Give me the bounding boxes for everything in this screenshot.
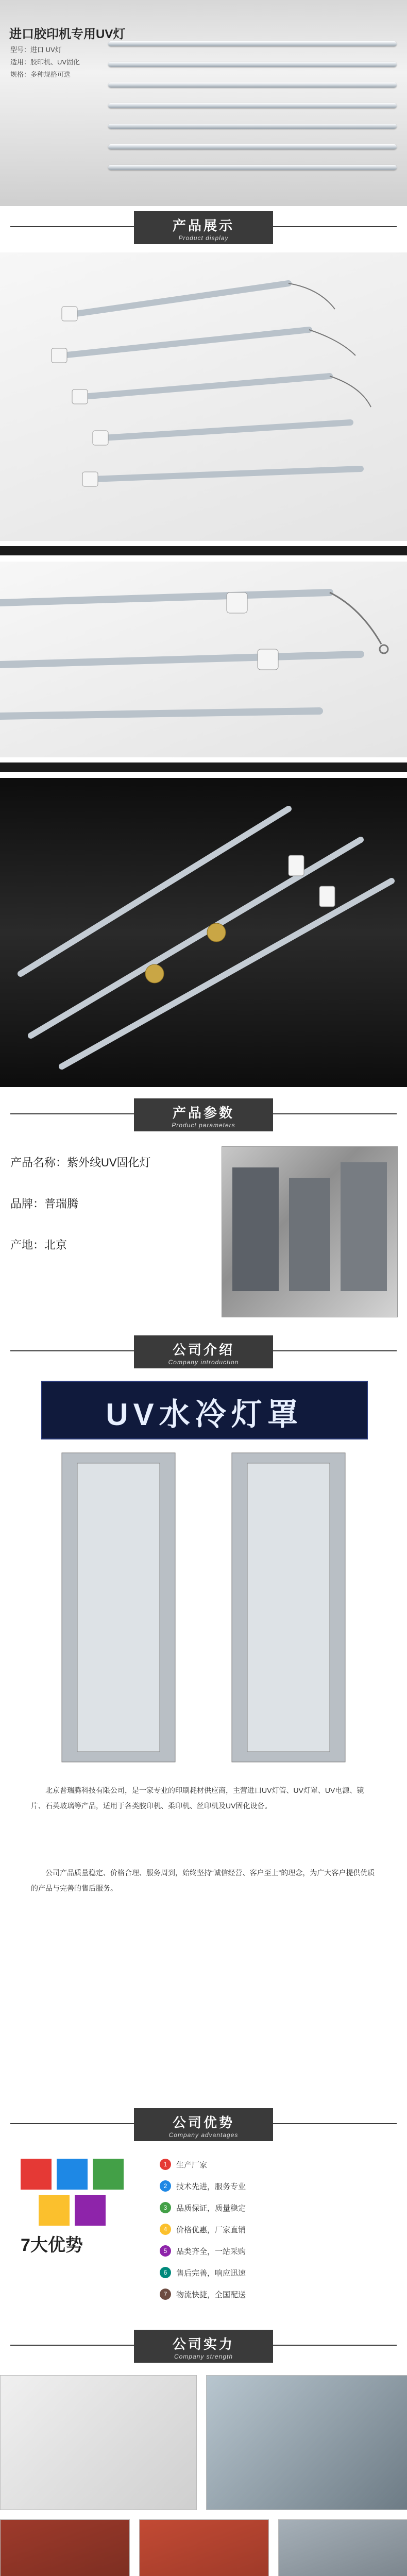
lamp-housing-photo: [41, 1443, 366, 1772]
section-title: 产品参数: [172, 1105, 234, 1121]
printing-machine-photo: [222, 1146, 398, 1317]
advantage-list: [160, 2154, 376, 2305]
uv-banner-text: UV水冷灯罩: [106, 1397, 303, 1432]
uv-lamp-image: [108, 165, 397, 170]
section-title: 公司介绍: [172, 1342, 234, 1358]
section-header-product-display: [0, 210, 407, 246]
section-title: 公司实力: [172, 2336, 234, 2352]
uv-lamp-image: [108, 41, 397, 46]
section-header-product-params: [0, 1097, 407, 1133]
product-stock-photo: [0, 2519, 130, 2576]
uv-lamp-image: [108, 82, 397, 88]
product-photo: [0, 562, 407, 757]
param-row: 品牌：普瑞腾: [10, 1197, 79, 1210]
warehouse-photo: [0, 2375, 197, 2510]
product-photo: [0, 778, 407, 1087]
section-header-company-intro: [0, 1334, 407, 1370]
logo-text: 7大优势: [21, 2235, 83, 2255]
section-title: 产品展示: [172, 218, 234, 233]
uv-lamp-photo: [0, 252, 407, 541]
advantage-item: 3 品质保证，质量稳定: [160, 2197, 376, 2218]
product-photo: [0, 252, 407, 541]
uv-banner: [41, 1381, 368, 1439]
section-subtitle: Company strength: [174, 2353, 233, 2360]
hero-spec: 适用：胶印机、UV固化: [10, 58, 80, 66]
company-intro-paragraph: 北京普瑞腾科技有限公司，是一家专业的印刷耗材供应商，主营进口UV灯管、UV灯罩、UV电源、镜片、石英玻璃等产品，适用于各类胶印机、柔印机、丝印机及UV固化设备。: [31, 1786, 364, 1810]
advantage-item: 6 售后完善，响应迅速: [160, 2262, 376, 2283]
uv-lamp-image: [108, 124, 397, 129]
section-header-company-strength: [0, 2329, 407, 2365]
advantage-item: 2 技术先进，服务专业: [160, 2175, 376, 2197]
uv-lamp-image: [108, 144, 397, 149]
advantage-item: 7 物流快捷，全国配送: [160, 2283, 376, 2305]
section-subtitle: Company advantages: [168, 2131, 239, 2139]
uv-lamp-image: [108, 62, 397, 67]
hero-section: [0, 0, 407, 206]
section-header-company-advantage: [0, 2107, 407, 2143]
param-row: 产地：北京: [10, 1239, 67, 1251]
product-stock-photo: [278, 2519, 407, 2576]
section-subtitle: Product display: [178, 234, 229, 242]
divider-band: [0, 546, 407, 555]
company-intro-paragraph: 公司产品质量稳定、价格合理、服务周到，始终坚持“诚信经营、客户至上”的理念，为广大客户提供优质的产品与完善的售后服务。: [31, 1869, 375, 1892]
advantage-item: 4 价格优惠，厂家直销: [160, 2218, 376, 2240]
seven-advantages-logo: [21, 2154, 139, 2257]
section-subtitle: Company introduction: [168, 1359, 239, 1366]
advantage-item: 5 品类齐全，一站采购: [160, 2240, 376, 2262]
uv-lamp-photo: [0, 778, 407, 1087]
hero-spec: 规格：多种规格可选: [10, 71, 71, 78]
uv-lamp-photo: [0, 562, 407, 757]
advantage-item: 1 生产厂家: [160, 2154, 376, 2175]
product-stock-photo: [139, 2519, 269, 2576]
factory-photo: [206, 2375, 407, 2510]
hero-spec: 型号：进口 UV灯: [10, 46, 62, 54]
section-title: 公司优势: [172, 2115, 234, 2130]
uv-lamp-image: [108, 103, 397, 108]
hero-title: 进口胶印机专用UV灯: [9, 27, 126, 41]
divider-band: [0, 762, 407, 772]
section-subtitle: Product parameters: [172, 1122, 235, 1129]
param-row: 产品名称：紫外线UV固化灯: [10, 1156, 151, 1169]
